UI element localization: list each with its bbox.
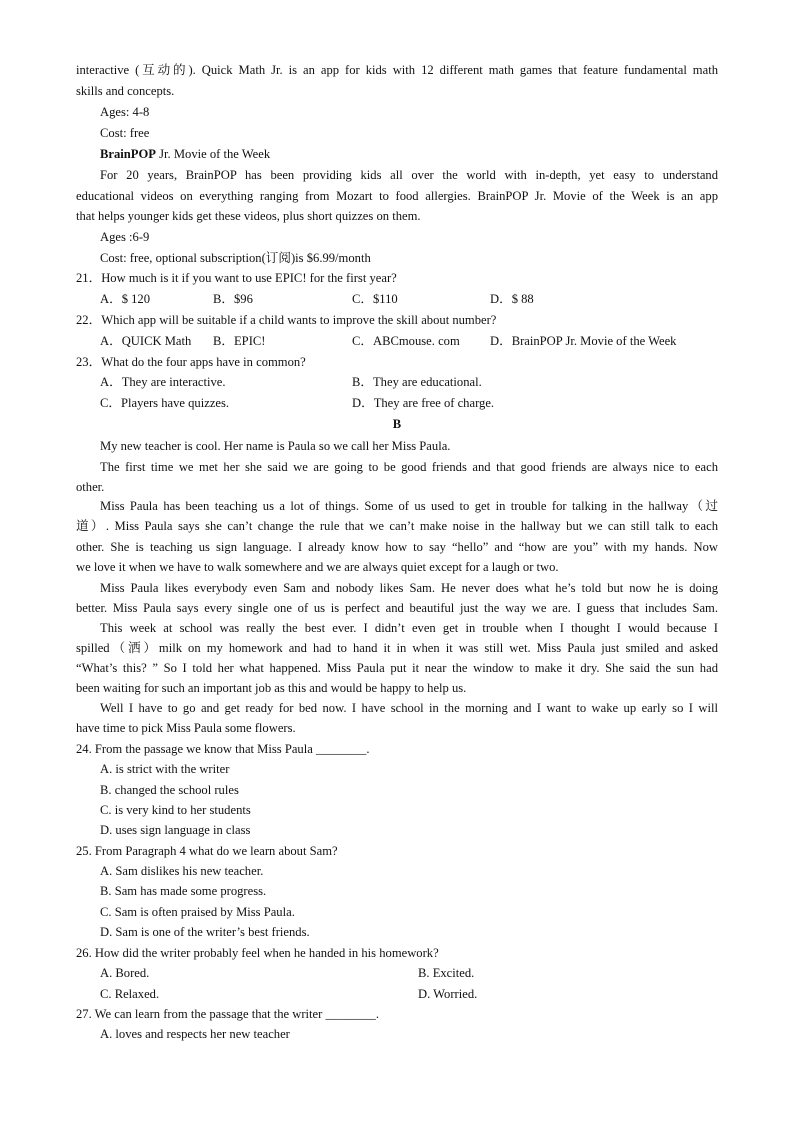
text-line: 24. From the passage we know that Miss Paula ________. <box>76 742 370 756</box>
answer-option: C．Players have quizzes. <box>100 396 230 410</box>
text-line <box>100 146 718 162</box>
answer-option: C．ABCmouse. com <box>352 334 460 348</box>
text-line: other. She is teaching us sign language. I already know how to say “hello” and “how are you” with my hands. Now <box>76 540 718 554</box>
answer-option: B. Excited. <box>418 966 475 980</box>
answer-option: D. Sam is one of the writer’s best friends. <box>100 925 310 939</box>
text-line: 27. We can learn from the passage that the writer ________. <box>76 1007 380 1021</box>
text-line: better. Miss Paula says every single one of us is perfect and beautiful just the way we are. I guess that includes Sam. <box>76 601 718 615</box>
text-line: Ages: 4-8 <box>100 105 150 119</box>
answer-option: A. Sam dislikes his new teacher. <box>100 864 264 878</box>
text-line: been waiting for such an important job as this and would be happy to help us. <box>76 681 467 695</box>
answer-option: D．BrainPOP Jr. Movie of the Week <box>490 334 677 348</box>
answer-option: C. Relaxed. <box>100 987 160 1001</box>
text-line: spilled（洒）milk on my homework and had to hand it in when it was still wet. Miss Paula just smiled and asked <box>76 641 718 655</box>
answer-option: B．They are educational. <box>352 375 482 389</box>
text-line: For 20 years, BrainPOP has been providing kids all over the world with in-depth, yet easy to understand <box>100 168 718 182</box>
answer-option: C. is very kind to her students <box>100 803 251 817</box>
section-heading: B <box>392 417 402 431</box>
answer-option: C. Sam is often praised by Miss Paula. <box>100 905 295 919</box>
text-line: 26. How did the writer probably feel when he handed in his homework? <box>76 946 439 960</box>
text-line: skills and concepts. <box>76 84 175 98</box>
text-line: have time to pick Miss Paula some flowers. <box>76 721 296 735</box>
answer-option: B．EPIC! <box>213 334 266 348</box>
text-line: educational videos on everything ranging from Mozart to food allergies. BrainPOP Jr. Movie of the Week is an app <box>76 189 718 203</box>
text-line: we love it when we have to walk somewhere and we are always quiet except for a laugh or two. <box>76 560 559 574</box>
text-line: that helps younger kids get these videos, plus short quizzes on them. <box>76 209 421 223</box>
text-line: This week at school was really the best ever. I didn’t even get in trouble when I thought I would because I <box>100 621 718 635</box>
text-line: “What’s this? ” So I told her what happened. Miss Paula put it near the window to make it dry. She said the sun had <box>76 661 718 675</box>
text-line: Cost: free <box>100 126 150 140</box>
answer-option: A．They are interactive. <box>100 375 226 389</box>
text-line: 23．What do the four apps have in common? <box>76 355 306 369</box>
text-line: 22．Which app will be suitable if a child wants to improve the skill about number? <box>76 313 497 327</box>
answer-option: B．$96 <box>213 292 253 306</box>
text-line: interactive (互动的). Quick Math Jr. is an app for kids with 12 different math games that feature fundamental math <box>76 63 718 77</box>
text-line: 道）. Miss Paula says she can’t change the rule that we can’t make noise in the hallway but we can still talk to each <box>76 519 718 533</box>
text-line: other. <box>76 480 105 494</box>
text-line: Ages :6-9 <box>100 230 150 244</box>
answer-option: D. Worried. <box>418 987 478 1001</box>
answer-option: D．$ 88 <box>490 292 534 306</box>
answer-option: A. loves and respects her new teacher <box>100 1027 290 1041</box>
answer-option: A. Bored. <box>100 966 150 980</box>
app-name: BrainPOP <box>100 147 156 161</box>
answer-option: C．$110 <box>352 292 398 306</box>
text-line: Well I have to go and get ready for bed now. I have school in the morning and I want to wake up early so I will <box>100 701 718 715</box>
text-line: Miss Paula likes everybody even Sam and nobody likes Sam. He never does what he’s told but now he is doing <box>100 581 718 595</box>
app-name-suffix: Jr. Movie of the Week <box>155 147 271 161</box>
answer-option: A. is strict with the writer <box>100 762 230 776</box>
text-line: Cost: free, optional subscription(订阅)is $6.99/month <box>100 251 371 265</box>
answer-option: B. Sam has made some progress. <box>100 884 267 898</box>
answer-option: A．QUICK Math <box>100 334 192 348</box>
answer-option: B. changed the school rules <box>100 783 239 797</box>
text-line: The first time we met her she said we are going to be good friends and that good friends are always nice to each <box>100 460 718 474</box>
answer-option: A．$ 120 <box>100 292 151 306</box>
answer-option: D. uses sign language in class <box>100 823 251 837</box>
text-line: My new teacher is cool. Her name is Paula so we call her Miss Paula. <box>100 439 451 453</box>
text-line: 25. From Paragraph 4 what do we learn about Sam? <box>76 844 338 858</box>
text-line: 21．How much is it if you want to use EPIC! for the first year? <box>76 271 397 285</box>
text-line: Miss Paula has been teaching us a lot of things. Some of us used to get in trouble for talking in the hallway（过 <box>100 499 718 513</box>
answer-option: D．They are free of charge. <box>352 396 495 410</box>
